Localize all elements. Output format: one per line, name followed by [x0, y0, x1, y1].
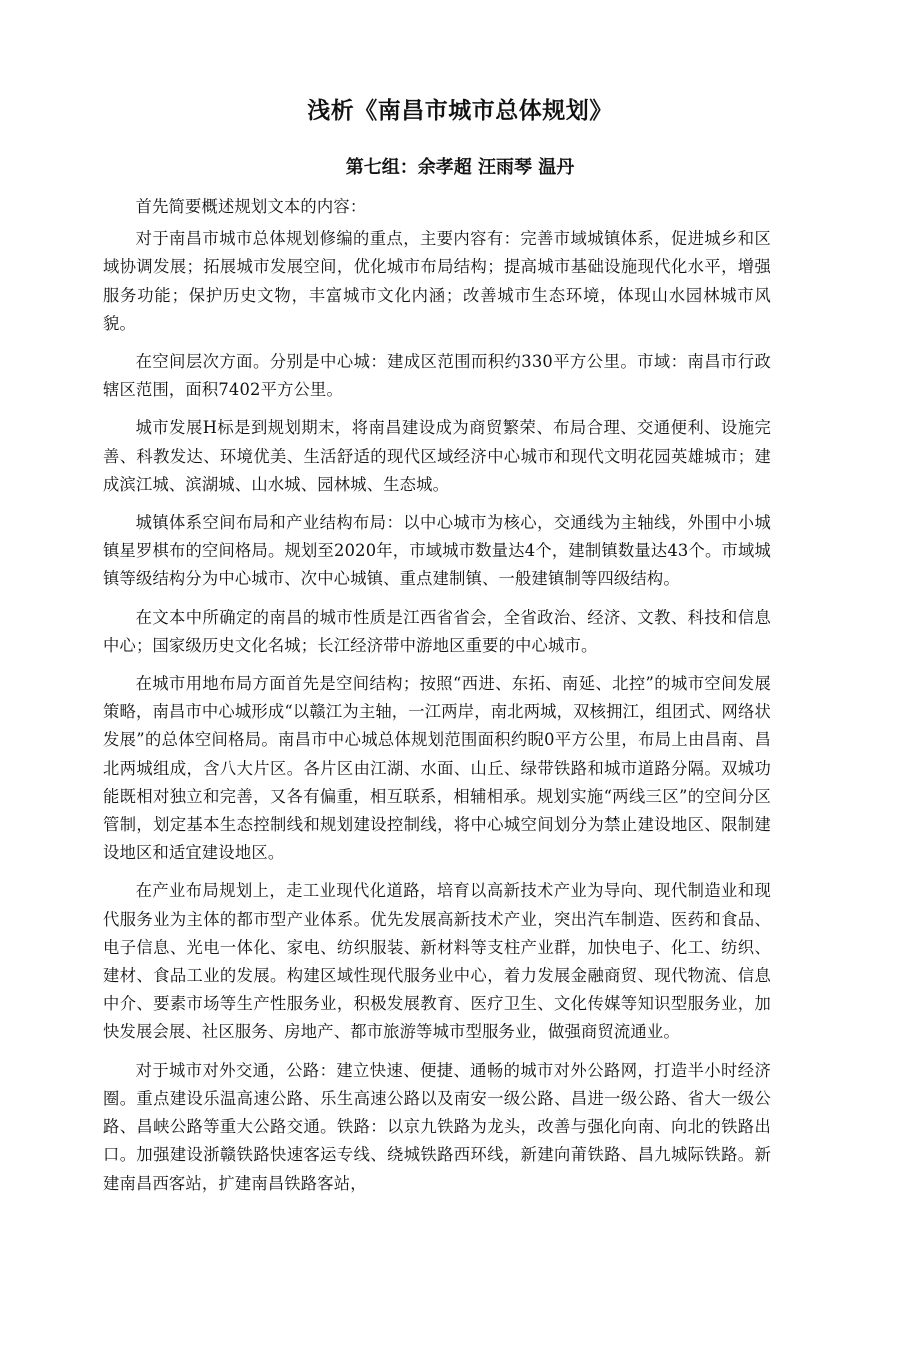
paragraph-town-system: 城镇体系空间布局和产业结构布局：以中心城市为核心，交通线为主轴线，外围中小城镇星罗棋布的空间格局。规划至2020年，市域城市数量达4个，建制镇数量达43个。市域城镇等级结构分为中心城市、次中心城镇、重点建制镇、一般建镇制等四级结构。 — [103, 513, 771, 589]
document-authors: 第七组：余孝超 汪雨琴 温丹 — [345, 157, 575, 178]
paragraph-planning-focus: 对于南昌市城市总体规划修编的重点，主要内容有：完善市域城镇体系，促进城乡和区域协调发展；拓展城市发展空间，优化城市布局结构；提高城市基础设施现代化水平，增强服务功能；保护历史文物，丰富城市文化内涵；改善城市生态环境，体现山水园林城市风貌。 — [103, 229, 771, 333]
document-title: 浅析《南昌市城市总体规划》 — [307, 98, 613, 124]
paragraph-spatial-levels: 在空间层次方面。分别是中心城：建成区范围而积约330平方公里。市域：南昌市行政辖区范围，面积7402平方公里。 — [103, 352, 771, 400]
paragraph-intro: 首先简要概述规划文本的内容： — [135, 197, 367, 216]
paragraph-development-goals: 城市发展H标是到规划期末，将南昌建设成为商贸繁荣、布局合理、交通便利、设施完善、科教发达、环境优美、生活舒适的现代区域经济中心城市和现代文明花园英雄城市；建成滨江城、滨湖城、山水城、园林城、生态城。 — [103, 418, 771, 494]
document-body — [103, 193, 771, 1208]
paragraph-external-transport: 对于城市对外交通，公路：建立快速、便捷、通畅的城市对外公路网，打造半小时经济圈。重点建设乐温高速公路、乐生高速公路以及南安一级公路、昌进一级公路、省大一级公路、昌峡公路等重大公路交通。铁路：以京九铁路为龙头，改善与强化向南、向北的铁路出口。加强建设浙赣铁路快速客运专线、绕城铁路西环线，新建向莆铁路、昌九城际铁路。新建南昌西客站，扩建南昌铁路客站， — [103, 1060, 771, 1193]
paragraph-industry-layout: 在产业布局规划上，走工业现代化道路，培育以高新技术产业为导向、现代制造业和现代服务业为主体的都市型产业体系。优先发展高新技术产业，突出汽车制造、医药和食品、电子信息、光电一体化、家电、纺织服装、新材料等支柱产业群，加快电子、化工、纺织、建材、食品工业的发展。构建区域性现代服务业中心，着力发展金融商贸、现代物流、信息中介、要素市场等生产性服务业，积极发展教育、医疗卫生、文化传媒等知识型服务业，加快发展会展、社区服务、房地产、都市旅游等城市型服务业，做强商贸流通业。 — [103, 881, 771, 1042]
paragraph-land-use: 在城市用地布局方面首先是空间结构；按照“西进、东拓、南延、北控”的城市空间发展策略，南昌市中心城形成“以赣江为主轴，一江两岸，南北两城，双核拥江，组团式、网络状发展”的总体空间格局。南昌市中心城总体规划范围面积约睨0平方公里，布局上由昌南、昌北两城组成，含八大片区。各片区由江湖、水面、山丘、绿带铁路和城市道路分隔。双城功能既相对独立和完善，又各有偏重，相互联系，相辅相承。规划实施“两线三区”的空间分区管制，划定基本生态控制线和规划建设控制线，将中心城空间划分为禁止建设地区、限制建设地区和适宜建设地区。 — [103, 674, 771, 863]
paragraph-city-nature: 在文本中所确定的南昌的城市性质是江西省省会，全省政治、经济、文教、科技和信息中心；国家级历史文化名城；长江经济带中游地区重要的中心城市。 — [103, 607, 771, 655]
